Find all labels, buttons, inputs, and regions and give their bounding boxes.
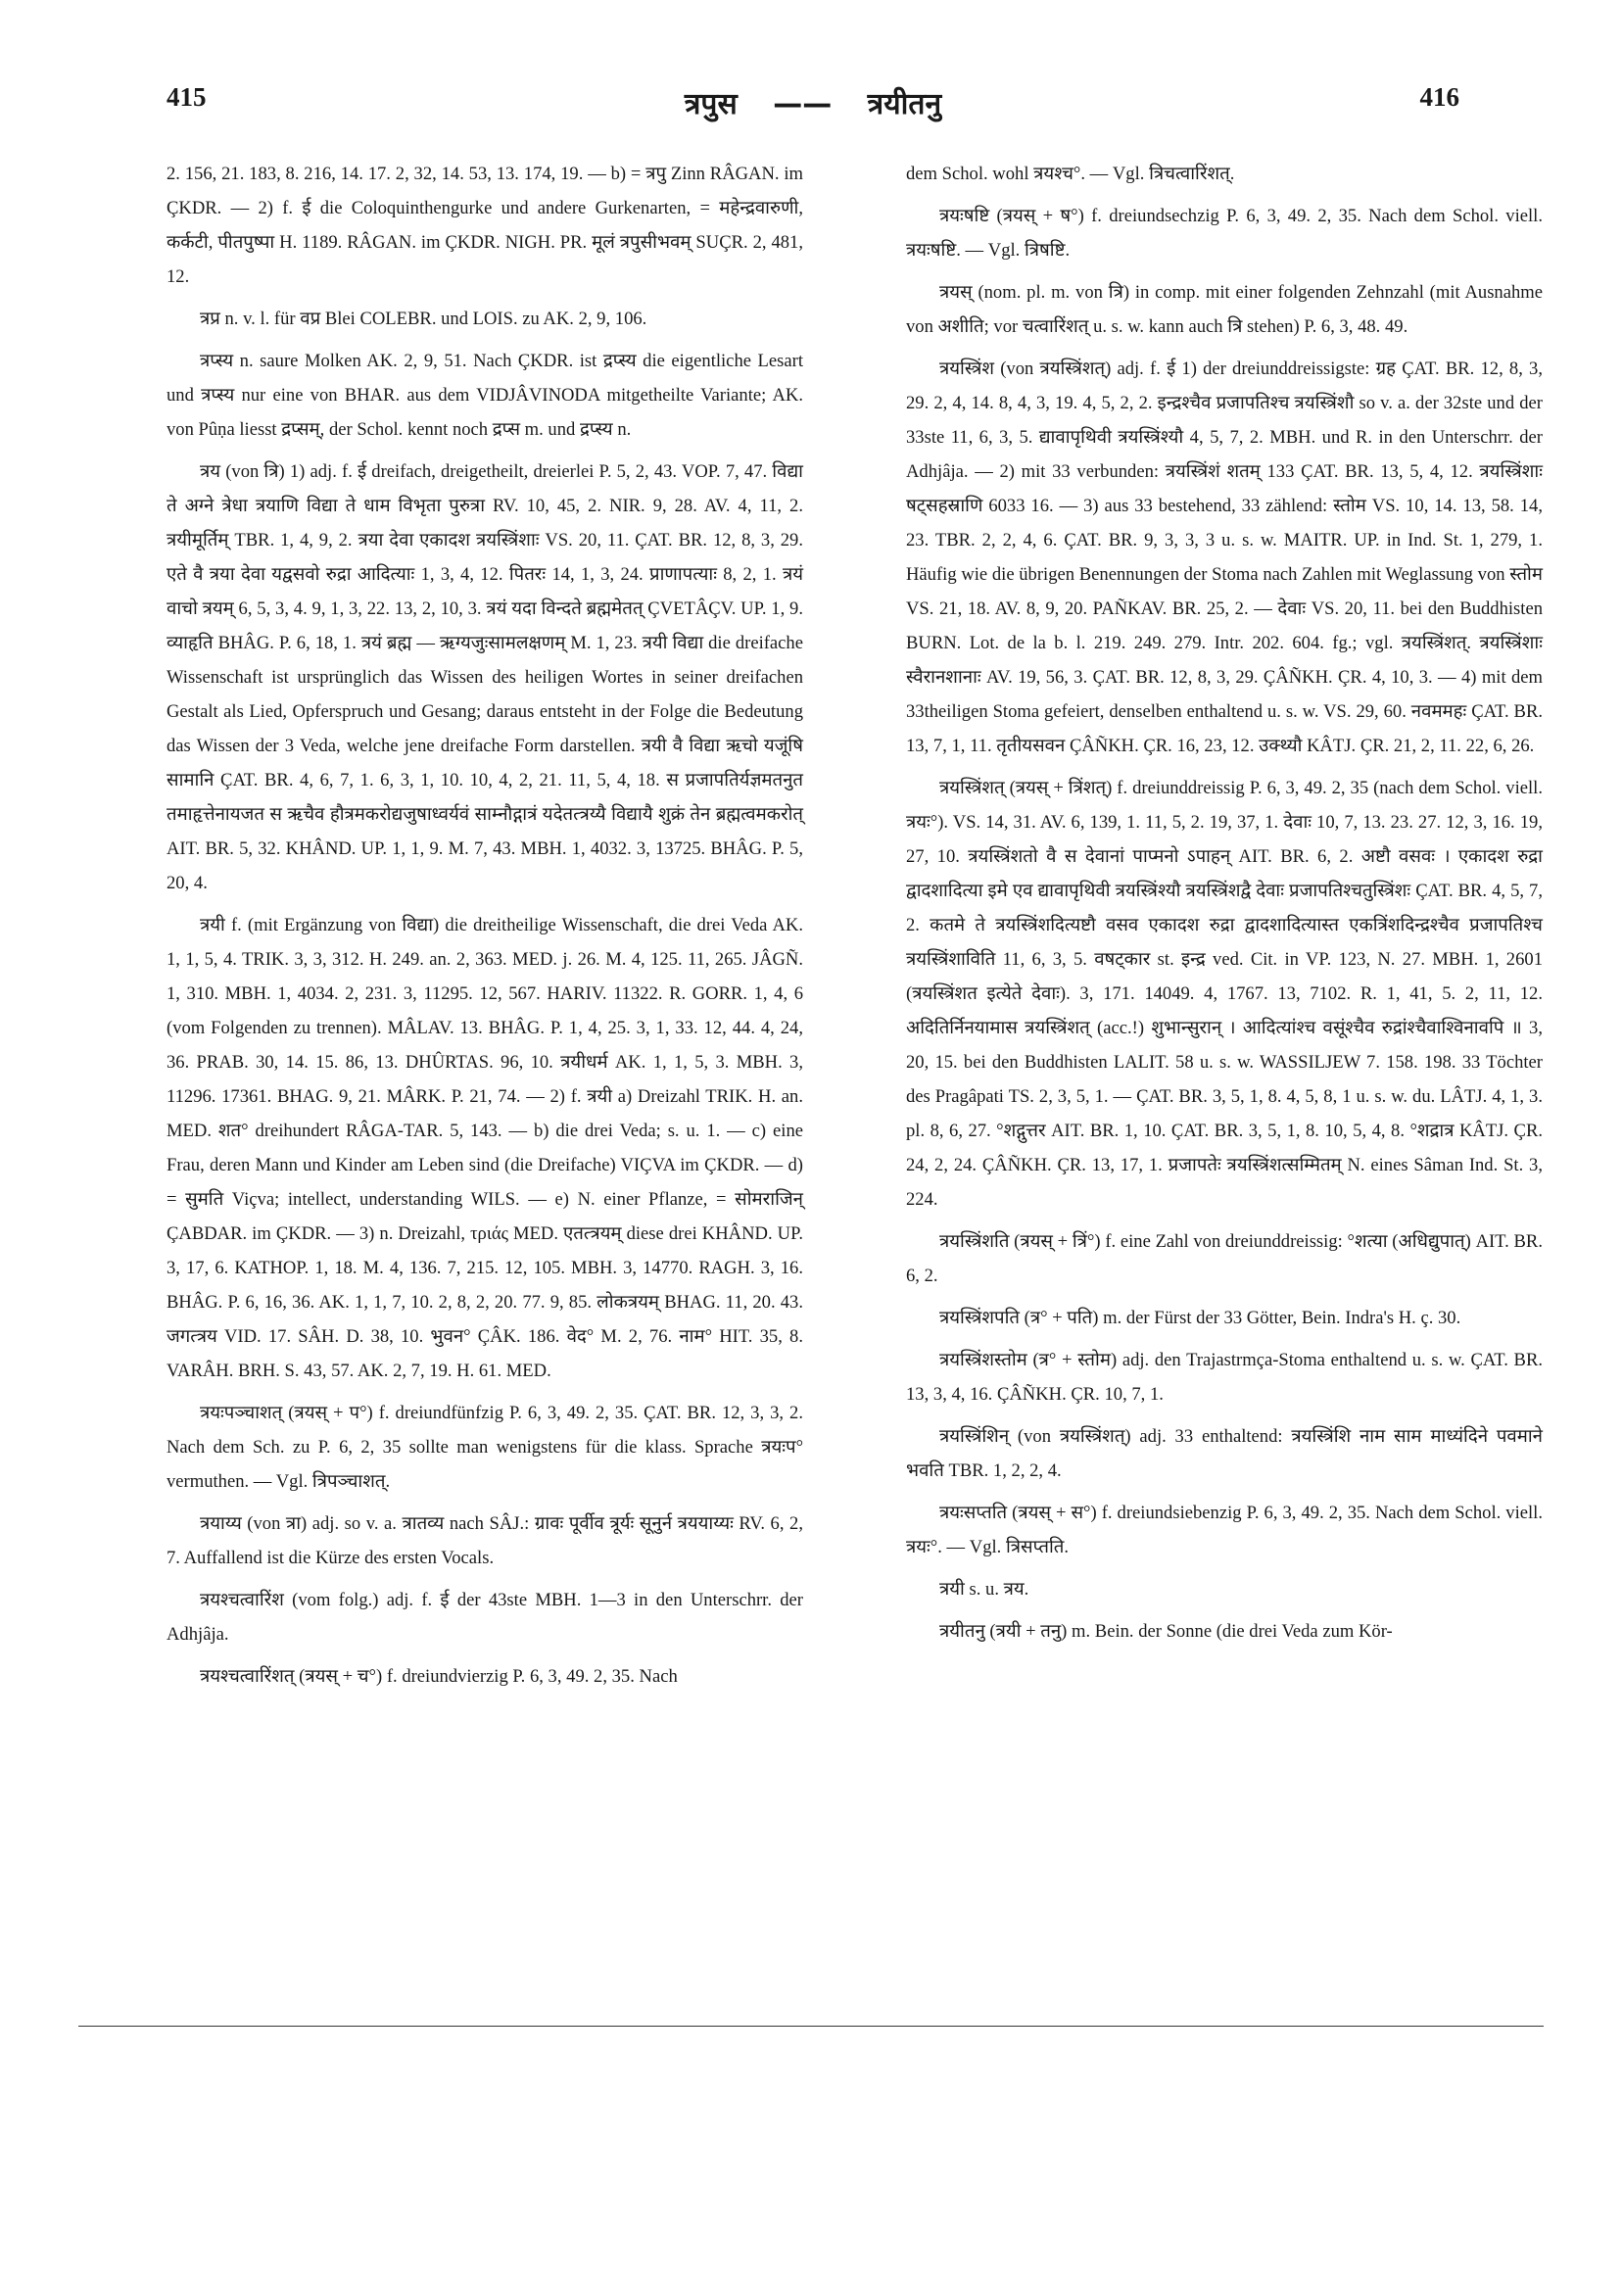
dictionary-entry: त्रयी s. u. त्रय. <box>939 1579 1029 1600</box>
dictionary-entry: 2. 156, 21. 183, 8. 216, 14. 17. 2, 32, 14. 53, 13. 174, 19. — b) = त्रपु Zinn RÂGAN. im ÇKDR. — 2) f. ई die Coloquinthengurke und andere Gurkenarten, = महेन्द्रवारुणी, कर्कटी, पीतपुष्पा H. 1189. RÂGAN. im ÇKDR. NIGH. PR. मूलं त्रपुसीभवम् SUÇR. 2, 481, 12. <box>167 164 803 287</box>
right-column <box>906 157 1543 1656</box>
dictionary-entry: त्रयःपञ्चाशत् (त्रयस् + प°) f. dreiundfünfzig P. 6, 3, 49. 2, 35. ÇAT. BR. 12, 3, 3, 2. Nach dem Sch. zu P. 6, 2, 35 sollte man wenigstens für die klass. Sprache त्रयःप° vermuthen. — Vgl. त्रिपञ्चाशत्. <box>167 1403 803 1492</box>
dictionary-entry: त्रयःषष्टि (त्रयस् + ष°) f. dreiundsechzig P. 6, 3, 49. 2, 35. Nach dem Schol. viell. त्रयःषष्टि. — Vgl. त्रिषष्टि. <box>906 206 1543 261</box>
dictionary-entry: त्रय (von त्रि) 1) adj. f. ई dreifach, dreigetheilt, dreierlei P. 5, 2, 43. VOP. 7, 47. विद्या ते अग्ने त्रेधा त्रयाणि विद्या ते धाम विभृता पुरुत्रा RV. 10, 45, 2. NIR. 9, 28. AV. 4, 11, 2. त्रयीमूर्तिम् TBR. 1, 4, 9, 2. त्रया देवा एकादश त्रयस्त्रिंशाः VS. 20, 11. ÇAT. BR. 12, 8, 3, 29. एते वै त्रया देवा यद्वसवो रुद्रा आदित्याः 1, 3, 4, 12. पितरः 14, 1, 3, 24. प्राणापत्याः 8, 2, 1. त्रयं वाचो त्रयम् 6, 5, 3, 4. 9, 1, 3, 22. 13, 2, 10, 3. त्रयं यदा विन्दते ब्रह्ममेतत् ÇVETÂÇV. UP. 1, 9. व्याहृति BHÂG. P. 6, 18, 1. त्रयं ब्रह्म — ऋग्यजुःसामलक्षणम् M. 1, 23. त्रयी विद्या die dreifache Wissenschaft ist ursprünglich das Wissen des heiligen Wortes in seiner dreifachen Gestalt als Lied, Opferspruch und Gesang; daraus entsteht in der Folge die Bedeutung das Wissen der 3 Veda, welche jene dreifache Form darstellen. त्रयी वै विद्या ऋचो यजूंषि सामानि ÇAT. BR. 4, 6, 7, 1. 6, 3, 1, 10. 10, 4, 2, 21. 11, 5, 4, 18. स प्रजापतिर्यज्ञमतनुत तमाहृत्तेनायजत स ऋचैव हौत्रमकरोद्यजुषाध्वर्यवं साम्नौद्गात्रं यदेतत्त्रय्यै विद्यायै शुक्रं तेन ब्रह्मत्वमकरोत् AIT. BR. 5, 32. KHÂND. UP. 1, 1, 9. M. 7, 43. MBH. 1, 4032. 3, 13725. BHÂG. P. 5, 20, 4. <box>167 461 803 893</box>
page-number-left: 415 <box>167 82 207 112</box>
dictionary-entry: त्रयस् (nom. pl. m. von त्रि) in comp. mit einer folgenden Zehnzahl (mit Ausnahme von अशीति; vor चत्वारिंशत् u. s. w. kann auch त्रि stehen) P. 6, 3, 48. 49. <box>906 282 1543 337</box>
dictionary-entry: त्रयीतनु (त्रयी + तनु) m. Bein. der Sonne (die drei Veda zum Kör- <box>939 1621 1393 1642</box>
running-head-dash: —— <box>773 87 833 121</box>
running-head-left: त्रपुस <box>684 87 738 121</box>
dictionary-entry: त्रयस्त्रिंशति (त्रयस् + त्रिं°) f. eine Zahl von dreiunddreissig: °शत्या (अधिद्युपात्) AIT. BR. 6, 2. <box>906 1231 1543 1286</box>
running-head <box>167 82 1459 122</box>
running-head-right: त्रयीतनु <box>867 87 942 121</box>
dictionary-entry: त्रयस्त्रिंशिन् (von त्रयस्त्रिंशत्) adj. 33 enthaltend: त्रयस्त्रिंशि नाम साम माध्यंदिने पवमाने भवति TBR. 1, 2, 2, 4. <box>906 1426 1543 1481</box>
footer-rule <box>78 2026 1544 2027</box>
dictionary-entry: त्रयाय्य (von त्रा) adj. so v. a. त्रातव्य nach SÂJ.: ग्रावः पूर्वीव त्रूर्यः सूनुर्न त्रययाय्यः RV. 6, 2, 7. Auffallend ist die Kürze des ersten Vocals. <box>167 1513 803 1568</box>
page-number-right: 416 <box>1419 82 1459 112</box>
page-header <box>167 82 1459 131</box>
dictionary-entry: त्रप्र n. v. l. für वप्र Blei COLEBR. und LOIS. zu AK. 2, 9, 106. <box>200 309 647 329</box>
left-column <box>167 157 803 1701</box>
dictionary-entry: त्रयश्चत्वारिंशत् (त्रयस् + च°) f. dreiundvierzig P. 6, 3, 49. 2, 35. Nach <box>200 1666 678 1687</box>
dictionary-entry: त्रप्स्य n. saure Molken AK. 2, 9, 51. Nach ÇKDR. ist द्रप्स्य die eigentliche Lesart und त्रप्स्य nur eine von BHAR. aus dem VIDJÂVINODA mitgetheilte Variante; AK. von Pûṇa liesst द्रप्सम्, der Schol. kennt noch द्रप्स m. und द्रप्स्य n. <box>167 351 803 440</box>
dictionary-entry: त्रयस्त्रिंशस्तोम (त्र° + स्तोम) adj. den Trajastrmça-Stoma enthaltend u. s. w. ÇAT. BR. 13, 3, 4, 16. ÇÂÑKH. ÇR. 10, 7, 1. <box>906 1350 1543 1405</box>
dictionary-entry: त्रयस्त्रिंश (von त्रयस्त्रिंशत्) adj. f. ई 1) der dreiunddreissigste: ग्रह ÇAT. BR. 12, 8, 3, 29. 2, 4, 14. 8, 4, 3, 19. 4, 5, 2, 2. इन्द्रश्चैव प्रजापतिश्च त्रयस्त्रिंशौ so v. a. der 32ste und der 33ste 11, 6, 3, 5. द्यावापृथिवी त्रयस्त्रिंश्यौ 4, 5, 7, 2. MBH. und R. in den Unterschrr. der Adhjâja. — 2) mit 33 verbunden: त्रयस्त्रिंशं शतम् 133 ÇAT. BR. 13, 5, 4, 12. त्रयस्त्रिंशाः षट्सहस्राणि 6033 16. — 3) aus 33 bestehend, 33 zählend: स्तोम VS. 10, 14. 13, 58. 14, 23. TBR. 2, 2, 4, 6. ÇAT. BR. 9, 3, 3, 3 u. s. w. MAITR. UP. in Ind. St. 1, 279, 1. Häufig wie die übrigen Benennungen der Stoma nach Zahlen mit Weglassung von स्तोम VS. 21, 18. AV. 8, 9, 20. PAÑKAV. BR. 25, 2. — देवाः VS. 20, 11. bei den Buddhisten BURN. Lot. de la b. l. 219. 249. 279. Intr. 202. 604. fg.; vgl. त्रयस्त्रिंशत्. त्रयस्त्रिंशाः स्वैरानशानाः AV. 19, 56, 3. ÇAT. BR. 12, 8, 3, 29. ÇÂÑKH. ÇR. 4, 10, 3. — 4) mit dem 33theiligen Stoma gefeiert, denselben enthaltend u. s. w. VS. 29, 60. नवममहः ÇAT. BR. 13, 7, 1, 11. तृतीयसवन ÇÂÑKH. ÇR. 16, 23, 12. उक्थ्यौ KÂTJ. ÇR. 21, 2, 11. 22, 6, 26. <box>906 359 1543 756</box>
dictionary-entry: त्रयःसप्तति (त्रयस् + स°) f. dreiundsiebenzig P. 6, 3, 49. 2, 35. Nach dem Schol. viell. त्रयः°. — Vgl. त्रिसप्तति. <box>906 1503 1543 1557</box>
dictionary-entry: त्रयस्त्रिंशत् (त्रयस् + त्रिंशत्) f. dreiunddreissig P. 6, 3, 49. 2, 35 (nach dem Schol. viell. त्रयः°). VS. 14, 31. AV. 6, 139, 1. 11, 5, 2. 19, 37, 1. देवाः 10, 7, 13. 23. 27. 12, 3, 16. 19, 27, 10. त्रयस्त्रिंशतो वै स देवानां पाप्मनो ऽपाहन् AIT. BR. 6, 2. अष्टौ वसवः । एकादश रुद्रा द्वादशादित्या इमे एव द्यावापृथिवी त्रयस्त्रिंश्यौ त्रयस्त्रिंशद्वै देवाः प्रजापतिश्चतुस्त्रिंशः ÇAT. BR. 4, 5, 7, 2. कतमे ते त्रयस्त्रिंशदित्यष्टौ वसव एकादश रुद्रा द्वादशादित्यास्त एकत्रिंशदिन्द्रश्चैव प्रजापतिश्च त्रयस्त्रिंशाविति 11, 6, 3, 5. वषट्कार st. इन्द्र ved. Cit. in VP. 123, N. 27. MBH. 1, 2601 (त्रयस्त्रिंशत इत्येते देवाः). 3, 171. 14049. 4, 1767. 13, 7102. R. 1, 41, 5. 2, 11, 12. अदितिर्निनयामास त्रयस्त्रिंशत् (acc.!) शुभान्सुरान् । आदित्यांश्च वसूंश्चैव रुद्रांश्चैवाश्विनावपि ॥ 3, 20, 15. bei den Buddhisten LALIT. 58 u. s. w. WASSILJEW 7. 158. 198. 33 Töchter des Pragâpati TS. 2, 3, 5, 1. — ÇAT. BR. 3, 5, 1, 8. 4, 5, 8, 1 u. s. w. du. LÂTJ. 4, 1, 3. pl. 8, 6, 27. °शद्गुत्तर AIT. BR. 1, 10. ÇAT. BR. 3, 5, 1, 8. 10, 5, 4, 8. °शद्रात्र KÂTJ. ÇR. 24, 2, 24. ÇÂÑKH. ÇR. 13, 17, 1. प्रजापतेः त्रयस्त्रिंशत्सम्मितम् N. eines Sâman Ind. St. 3, 224. <box>906 778 1543 1210</box>
dictionary-entry: dem Schol. wohl त्रयश्च°. — Vgl. त्रिचत्वारिंशत्. <box>906 164 1235 184</box>
dictionary-entry: त्रयी f. (mit Ergänzung von विद्या) die dreitheilige Wissenschaft, die drei Veda AK. 1, 1, 5, 4. TRIK. 3, 3, 312. H. 249. an. 2, 363. MED. j. 26. M. 4, 125. 11, 265. JÂGÑ. 1, 310. MBH. 1, 4034. 2, 231. 3, 11295. 12, 567. HARIV. 11322. R. GORR. 1, 4, 6 (vom Folgenden zu trennen). MÂLAV. 13. BHÂG. P. 1, 4, 25. 3, 1, 33. 12, 44. 4, 24, 36. PRAB. 30, 14. 15. 86, 13. DHÛRTAS. 96, 10. त्रयीधर्म AK. 1, 1, 5, 3. MBH. 3, 11296. 17361. BHAG. 9, 21. MÂRK. P. 21, 74. — 2) f. त्रयी a) Dreizahl TRIK. H. an. MED. शत° dreihundert RÂGA-TAR. 5, 143. — b) die drei Veda; s. u. 1. — c) eine Frau, deren Mann und Kinder am Leben sind (die Dreifache) VIÇVA im ÇKDR. — d) = सुमति Viçva; intellect, understanding WILS. — e) N. einer Pflanze, = सोमराजिन् ÇABDAR. im ÇKDR. — 3) n. Dreizahl, τριάς MED. एतत्त्रयम् diese drei KHÂND. UP. 3, 17, 6. KATHOP. 1, 18. M. 4, 136. 7, 215. 12, 105. MBH. 3, 14770. RAGH. 3, 16. BHÂG. P. 6, 16, 36. AK. 1, 1, 7, 10. 2, 8, 2, 20. 77. 9, 85. लोकत्रयम् BHAG. 11, 20. 43. जगत्त्रय VID. 17. SÂH. D. 38, 10. भुवन° ÇÂK. 186. वेद° M. 2, 76. नाम° HIT. 35, 8. VARÂH. BRH. S. 43, 57. AK. 2, 7, 19. H. 61. MED. <box>167 915 803 1381</box>
dictionary-entry: त्रयस्त्रिंशपति (त्र° + पति) m. der Fürst der 33 Götter, Bein. Indra's H. ç. 30. <box>939 1308 1461 1328</box>
dictionary-entry: त्रयश्चत्वारिंश (vom folg.) adj. f. ई der 43ste MBH. 1—3 in den Unterschrr. der Adhjâja. <box>167 1590 803 1645</box>
